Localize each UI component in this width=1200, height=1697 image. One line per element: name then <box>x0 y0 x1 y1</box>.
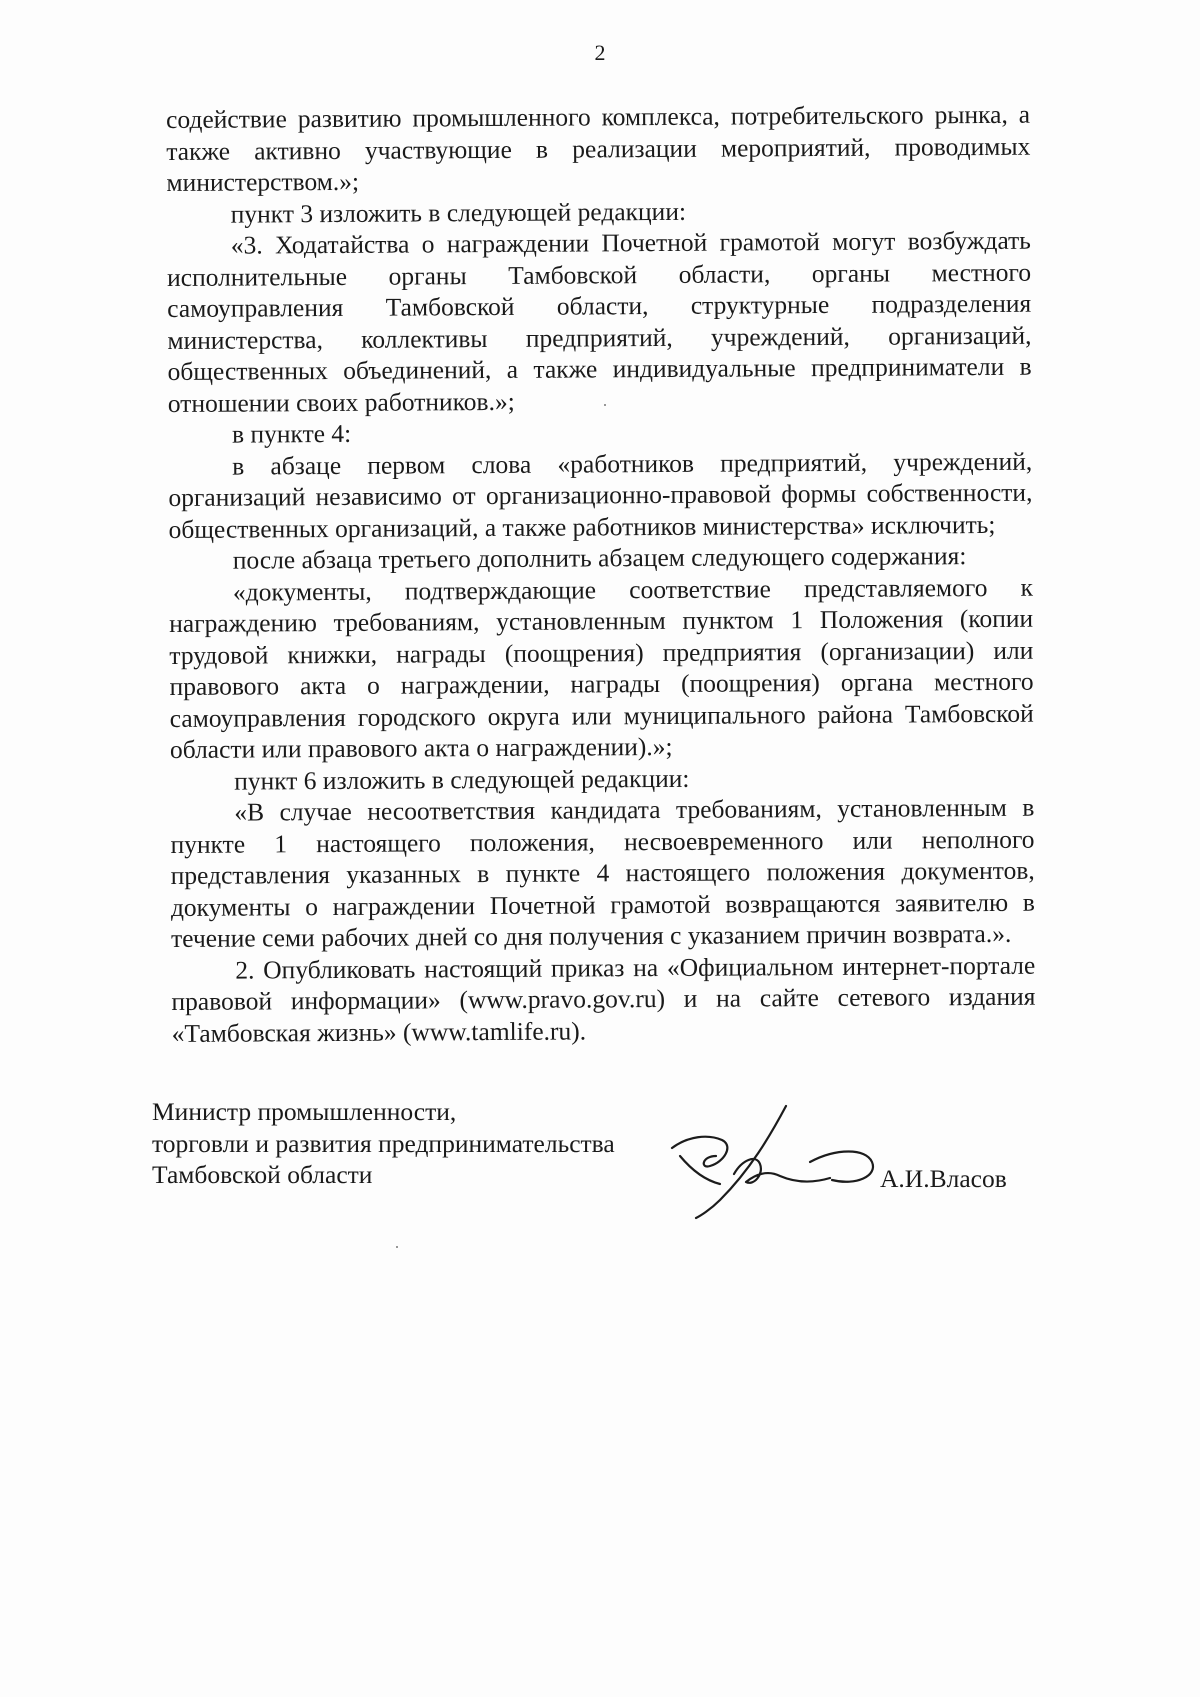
paragraph-publish-order: 2. Опубликовать настоящий приказ на «Официальном интернет-портале правовой информации» (www.pravo.gov.ru) и на сайте сетевого издания «Тамбовская жизнь» (www.tamlife.ru). <box>171 950 1036 1048</box>
signatory-title <box>152 1096 615 1191</box>
paragraph-continuation: содействие развитию промышленного комплекса, потребительского рынка, а также активно участвующие в реализации мероприятий, проводимых министерством.»; <box>166 99 1031 197</box>
page-number: 2 <box>594 40 606 65</box>
document-body <box>166 99 1036 1049</box>
handwritten-signature <box>660 1100 880 1220</box>
signatory-title-line: Тамбовской области <box>152 1160 373 1189</box>
paragraph-item-6-text: «В случае несоответствия кандидата требованиям, установленным в пункте 1 настоящего положения, несвоевременного или неполного представления указанных в пункте 4 настоящего положения документов, документы о награждении Почетной грамотой возвращаются заявителю в течение семи рабочих дней со дня получения с указанием причин возврата.». <box>170 792 1035 953</box>
paragraph-item-3-text: «3. Ходатайства о награждении Почетной грамотой могут возбуждать исполнительные органы Тамбовской области, органы местного самоуправления Тамбовской области, структурные подразделения министерства, коллективы предприятий, учреждений, организаций, общественных объединений, а также индивидуальные предприниматели в отношении своих работников.»; <box>166 225 1032 418</box>
scan-speck <box>396 1246 398 1248</box>
paragraph-amend-item-6: пункт 6 изложить в следующей редакции: <box>234 763 690 796</box>
paragraph-documents-text: «документы, подтверждающие соответствие представляемого к награждению требованиям, установленным пунктом 1 Положения (копии трудовой книжки, награды (поощрения) предприятия (организации) или правового акта о награждении, награды (поощрения) органа местного самоуправления городского округа или муниципального района Тамбовской области или правового акта о награждении).»; <box>169 572 1034 764</box>
signatory-title-line: торговли и развития предпринимательства <box>152 1128 615 1158</box>
paragraph-after-third-abstract: после абзаца третьего дополнить абзацем следующего содержания: <box>232 541 967 575</box>
signatory-title-line: Министр промышленности, <box>152 1097 457 1126</box>
paragraph-first-abstract: в абзаце первом слова «работников предприятий, учреждений, организаций независимо от организационно-правовой формы собственности, общественных организаций, а также работников министерства» исключить; <box>168 446 1033 544</box>
paragraph-amend-item-3: пункт 3 изложить в следующей редакции: <box>230 196 687 229</box>
paragraph-in-item-4: в пункте 4: <box>231 418 352 449</box>
signatory-name: А.И.Власов <box>880 1164 1007 1193</box>
scan-speck <box>604 404 606 406</box>
